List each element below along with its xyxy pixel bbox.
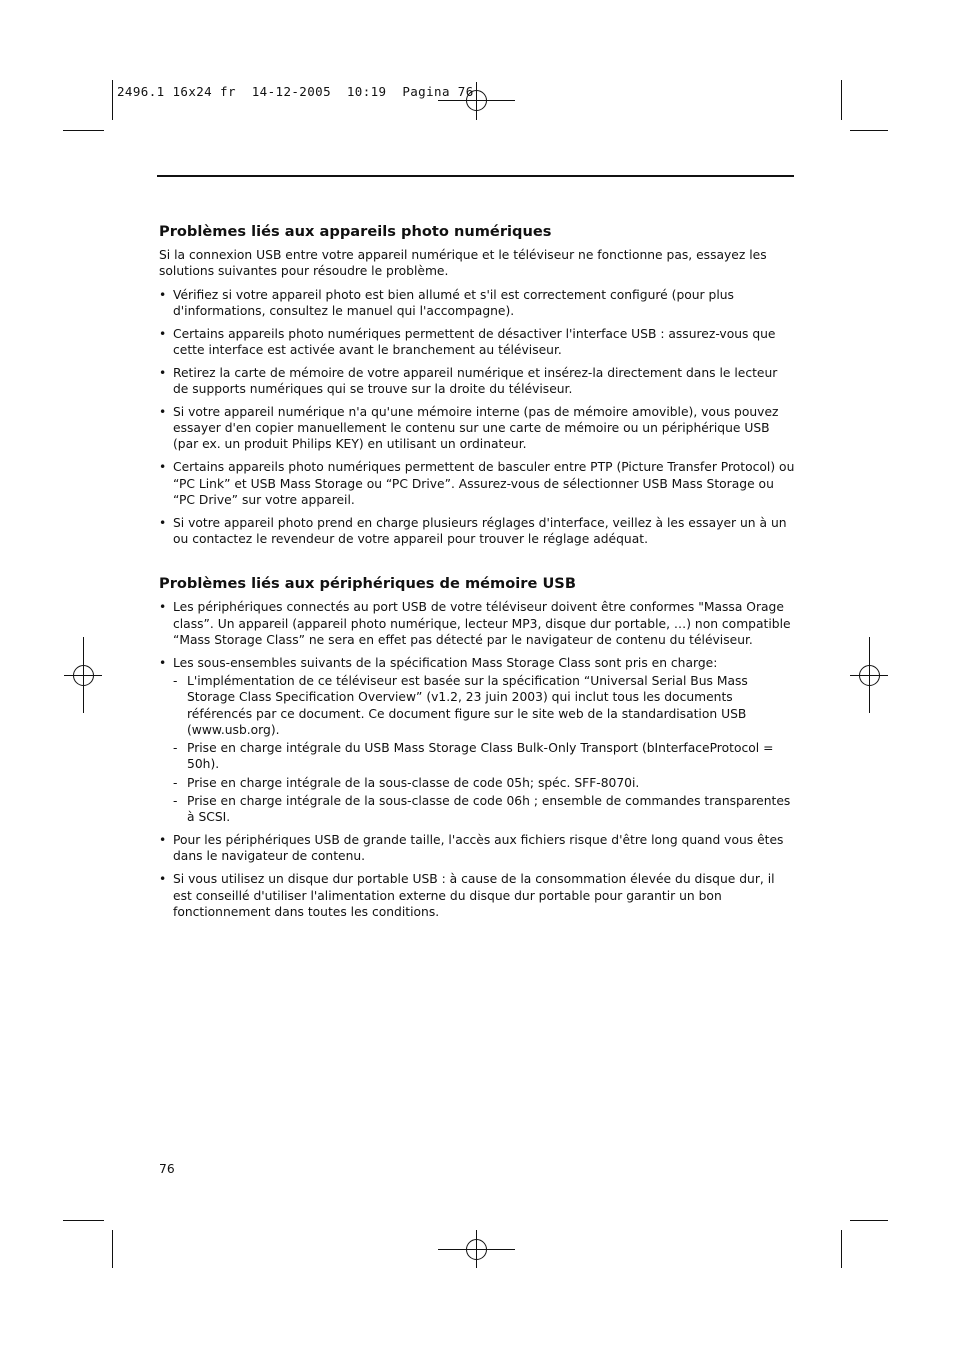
registration-mark-left <box>64 637 102 713</box>
sub-list-item: - Prise en charge intégrale de la sous-classe de code 05h; spéc. SFF-8070i. <box>173 775 796 791</box>
section-title-digital-cameras: Problèmes liés aux appareils photo numériques <box>159 223 552 240</box>
list-item: • Pour les périphériques USB de grande taille, l'accès aux fichiers risque d'être long quand vous êtes dans le navigateur de contenu. <box>159 832 796 865</box>
sub-list-item: - Prise en charge intégrale de la sous-classe de code 06h ; ensemble de commandes transparentes à SCSI. <box>173 793 796 826</box>
sub-list-item: - Prise en charge intégrale du USB Mass Storage Class Bulk-Only Transport (bInterfaceProtocol = 50h). <box>173 740 796 773</box>
list-item: • Si votre appareil photo prend en charge plusieurs réglages d'interface, veillez à les essayer un à un ou contactez le revendeur de votre appareil pour trouver le réglage adéquat. <box>159 515 796 548</box>
list-item: • Si votre appareil numérique n'a qu'une mémoire interne (pas de mémoire amovible), vous pouvez essayer d'en copier manuellement le contenu sur une carte de mémoire ou un périphérique USB (par ex. un produit Philips KEY) en utilisant un ordinateur. <box>159 404 796 453</box>
section-intro: Si la connexion USB entre votre appareil numérique et le téléviseur ne fonctionne pas, essayez les solutions suivantes pour résoudre le problème. <box>159 248 767 279</box>
header-rule <box>157 175 794 177</box>
page-number: 76 <box>159 1162 175 1176</box>
section-title-usb-memory: Problèmes liés aux périphériques de mémoire USB <box>159 575 576 593</box>
list-item: • Certains appareils photo numériques permettent de basculer entre PTP (Picture Transfer Protocol) ou “PC Link” et USB Mass Storage ou “PC Drive”. Assurez-vous de sélectionner USB Mass Storage ou “PC Drive” sur votre appareil. <box>159 459 796 508</box>
list-item: • Vérifiez si votre appareil photo est bien allumé et s'il est correctement configuré (pour plus d'informations, consultez le manuel qui l'accompagne). <box>159 287 796 320</box>
list-item: • Certains appareils photo numériques permettent de désactiver l'interface USB : assurez-vous que cette interface est activée avant le branchement au téléviseur. <box>159 326 796 359</box>
print-job-header: 2496.1 16x24 fr 14-12-2005 10:19 Pagina 76 <box>117 84 474 99</box>
list-item-text: Les sous-ensembles suivants de la spécification Mass Storage Class sont pris en charge: <box>173 655 718 670</box>
list-item: • Les périphériques connectés au port USB de votre téléviseur doivent être conformes "Massa Orage class”. Un appareil (appareil photo numérique, lecteur MP3, disque dur portable, …) non compatible “Mass Storage Class” ne sera en effet pas détecté par le navigateur de contenu du téléviseur. <box>159 599 796 648</box>
registration-mark-right <box>850 637 888 713</box>
list-item: • Si vous utilisez un disque dur portable USB : à cause de la consommation élevée du disque dur, il est conseillé d'utiliser l'alimentation externe du disque dur portable pour garantir un bon fonctionnement dans toutes les conditions. <box>159 871 796 920</box>
registration-mark-bottom <box>438 1230 515 1268</box>
mass-storage-subsets-list <box>173 673 796 826</box>
list-item <box>159 655 796 826</box>
sub-list-item: - L'implémentation de ce téléviseur est basée sur la spécification “Universal Serial Bus Mass Storage Class Specification Overview” (v1.2, 23 juin 2003) qui inclut tous les documents référencés par ce document. Ce document figure sur le site web de la standardisation USB (www.usb.org). <box>173 673 796 738</box>
usb-memory-tips-list <box>159 599 796 920</box>
page-content <box>159 222 796 927</box>
digital-camera-tips-list <box>159 287 796 548</box>
list-item: • Retirez la carte de mémoire de votre appareil numérique et insérez-la directement dans le lecteur de supports numériques qui se trouve sur la droite du téléviseur. <box>159 365 796 398</box>
